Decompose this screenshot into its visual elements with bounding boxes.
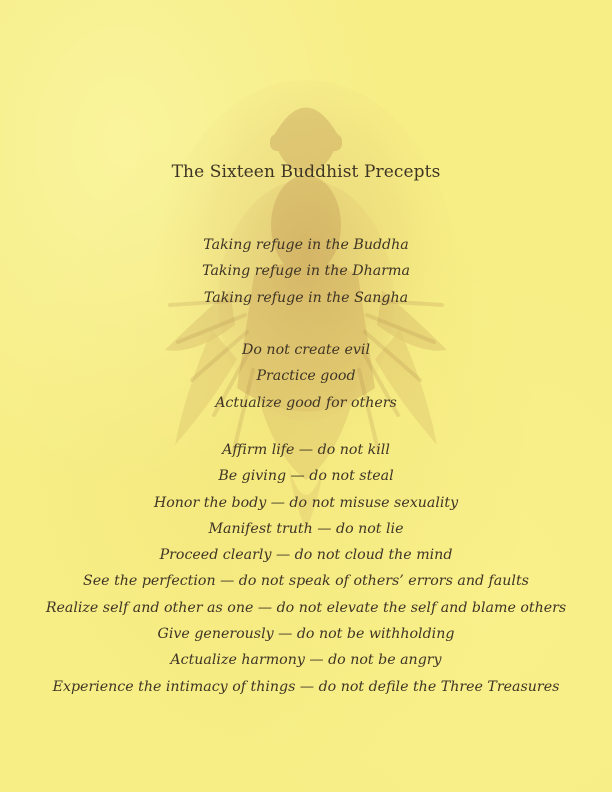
grave-precept-line-6: See the perfection — do not speak of others’ errors and faults [83,573,529,590]
grave-precept-line-2: Be giving — do not steal [218,468,394,485]
grave-precept-line-3: Honor the body — do not misuse sexuality [153,494,459,511]
grave-precept-line-10: Experience the intimacy of things — do not defile the Three Treasures [52,678,560,695]
three-pure-precepts-list [0,337,612,416]
three-refuges-list [0,232,612,311]
pure-precept-line-1: Do not create evil [242,342,370,358]
refuge-dharma-line: Taking refuge in the Dharma [202,263,410,280]
grave-precept-line-5: Proceed clearly — do not cloud the mind [159,547,453,564]
ten-grave-precepts-list [0,437,612,700]
page-title: The Sixteen Buddhist Precepts [171,162,441,182]
grave-precept-line-1: Affirm life — do not kill [222,442,390,458]
refuge-buddha-line: Taking refuge in the Buddha [203,237,409,253]
grave-precept-line-9: Actualize harmony — do not be angry [170,652,442,669]
grave-precept-line-4: Manifest truth — do not lie [208,520,404,537]
refuge-sangha-line: Taking refuge in the Sangha [203,289,409,306]
pure-precept-line-2: Practice good [256,368,356,385]
pure-precept-line-3: Actualize good for others [215,394,397,411]
grave-precept-line-8: Give generously — do not be withholding [157,626,455,643]
grave-precept-line-7: Realize self and other as one — do not elevate the self and blame others [45,599,567,616]
